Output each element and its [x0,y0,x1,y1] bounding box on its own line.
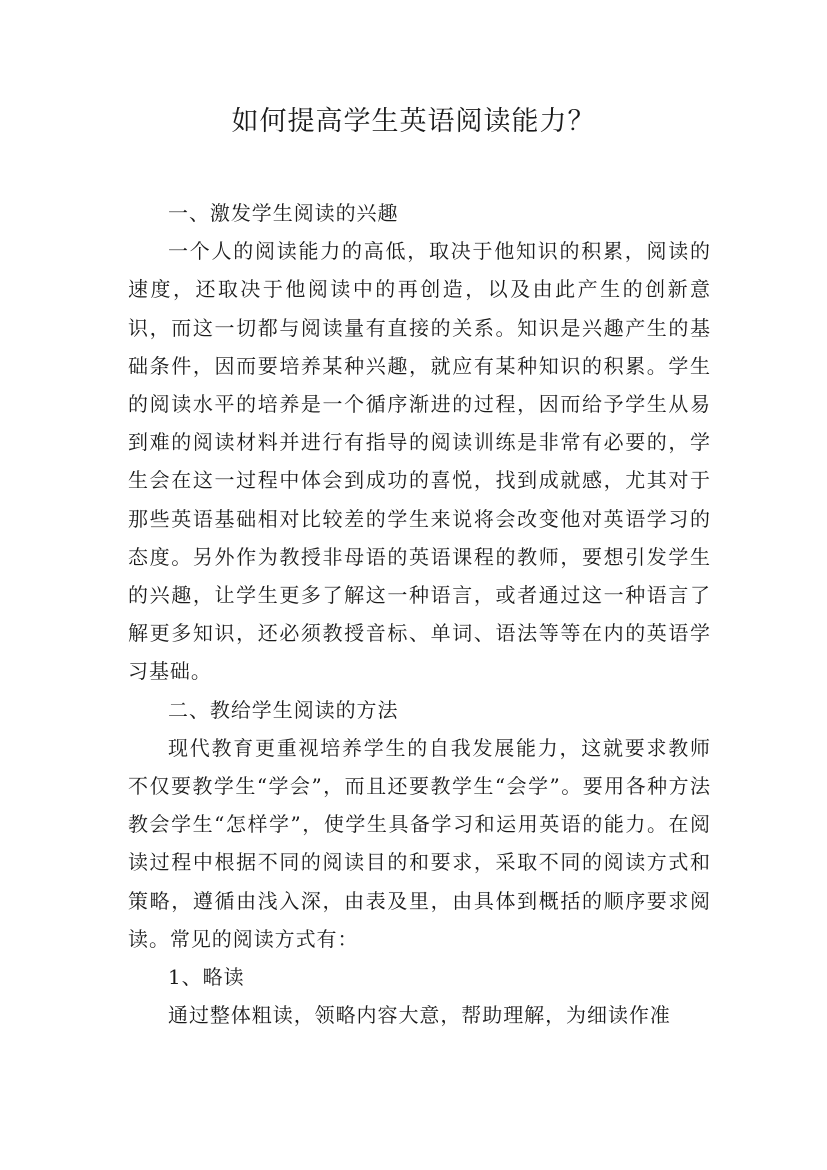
section-heading-2: 二、教给学生阅读的方法 [168,697,399,722]
body-paragraph-3: 通过整体粗读，领略内容大意，帮助理解，为细读作准 [168,1003,671,1028]
document-title: 如何提高学生英语阅读能力？ [231,106,596,137]
section-heading-1: 一、激发学生阅读的兴趣 [168,201,399,225]
document-body [128,194,711,1034]
body-paragraph-1: 一个人的阅读能力的高低，取决于他知识的积累，阅读的速度，还取决于他阅读中的再创造，以及由此产生的创新意识，而这一切都与阅读量有直接的关系。知识是兴趣产生的基础条件，因而要培养某种兴趣，就应有某种知识的积累。学生的阅读水平的培养是一个循序渐进的过程，因而给予学生从易到难的阅读材料并进行有指导的阅读训练是非常有必要的，学生会在这一过程中体会到成功的喜悦，找到成就感，尤其对于那些英语基础相对比较差的学生来说将会改变他对英语学习的态度。另外作为教授非母语的英语课程的教师，要想引发学生的兴趣，让学生更多了解这一种语言，或者通过这一种语言了解更多知识，还必须教授音标、单词、语法等等在内的英语学习基础。 [128,239,711,684]
body-paragraph-2: 现代教育更重视培养学生的自我发展能力，这就要求教师不仅要教学生“学会”，而且还要教学生“会学”。要用各种方法教会学生“怎样学”，使学生具备学习和运用英语的能力。在阅读过程中根据不同的阅读目的和要求，采取不同的阅读方式和策略，遵循由浅入深，由表及里，由具体到概括的顺序要求阅读。常见的阅读方式有： [128,735,711,951]
subsection-heading-1: 1、略读 [168,965,245,990]
